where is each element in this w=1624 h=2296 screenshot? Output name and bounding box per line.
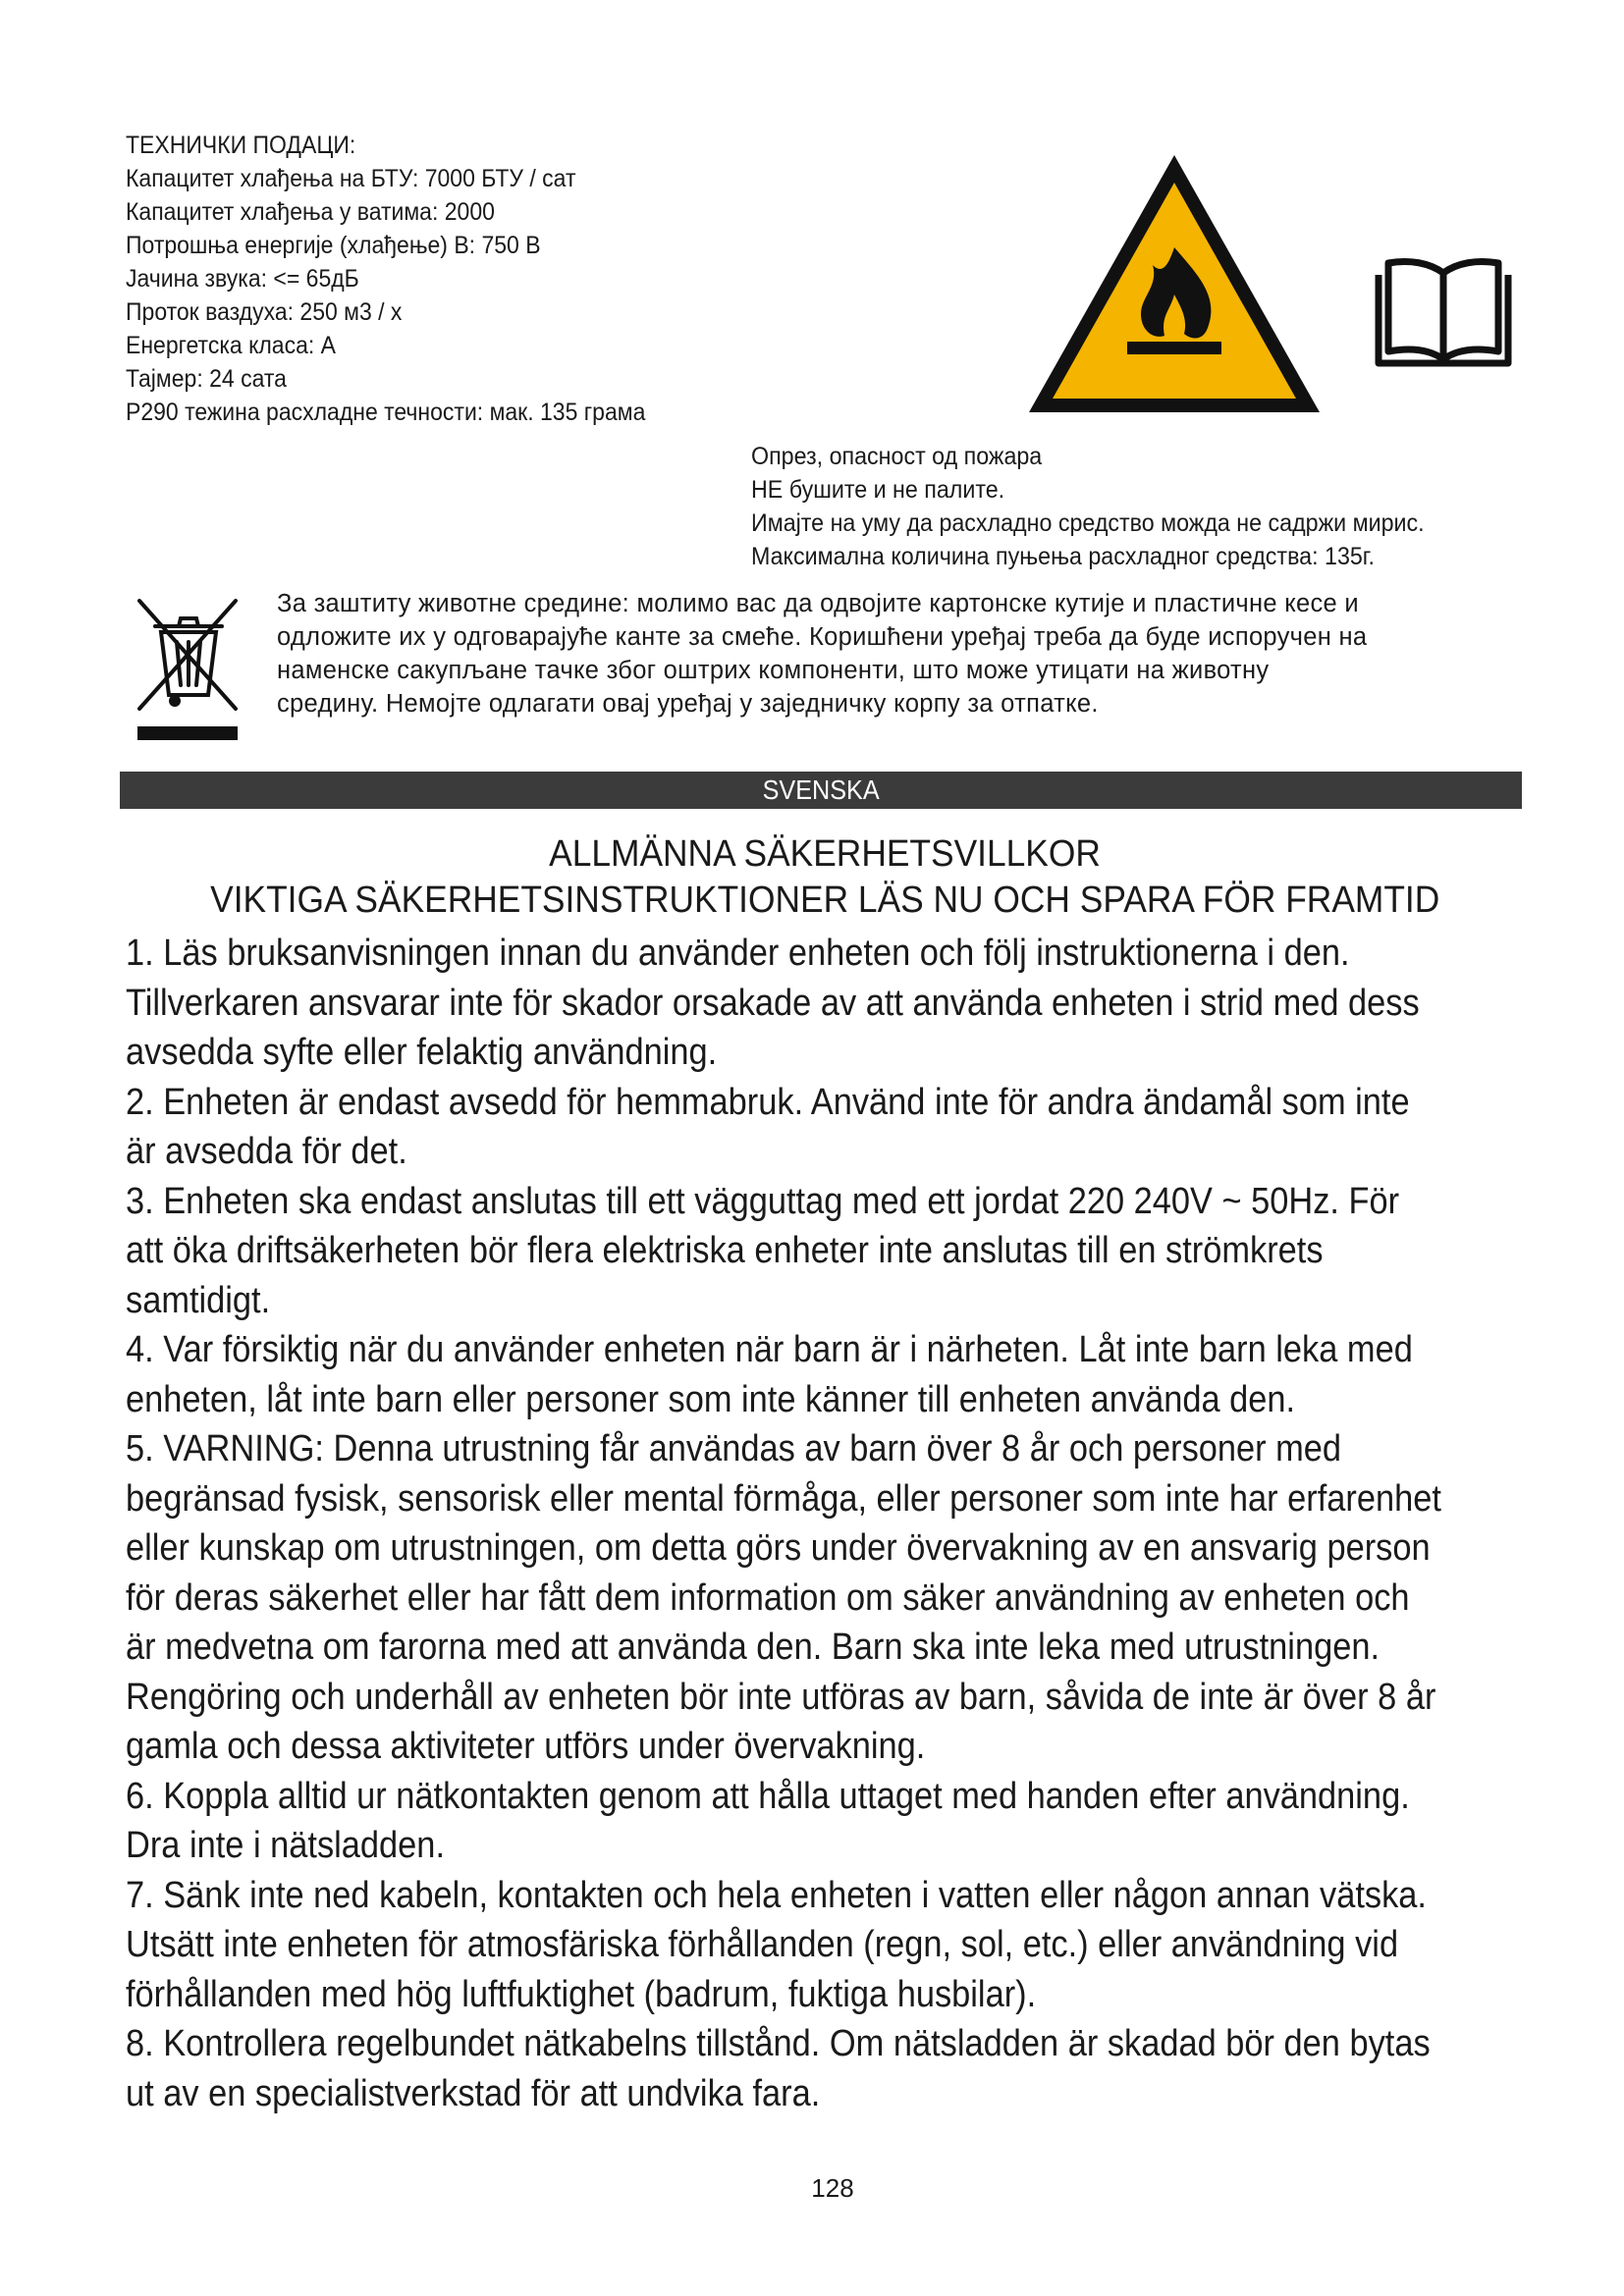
- instruction-line: 2. Enheten är endast avsedd för hemmabruk. Använd inte för andra ändamål som inte: [126, 1081, 1410, 1123]
- read-manual-icon: [1371, 253, 1516, 377]
- instruction-line: förhållanden med hög luftfuktighet (badrum, fuktiga husbilar).: [126, 1973, 1037, 2015]
- instruction-line: begränsad fysisk, sensorisk eller mental förmåga, eller personer som inte har erfarenhet: [126, 1477, 1441, 1520]
- instruction-line: avsedda syfte eller felaktig användning.: [126, 1032, 718, 1073]
- environment-line: средину. Немојте одлагати овај уређај у заједничку корпу за отпатке.: [277, 690, 1099, 718]
- technical-data-line: Капацитет хлађења у ватима: 2000: [126, 198, 495, 226]
- instruction-line: Utsätt inte enheten för atmosfäriska förhållanden (regn, sol, etc.) eller användning vid: [126, 1924, 1399, 1965]
- technical-data-line: Р290 тежина расхладне течности: мак. 135 грама: [126, 399, 646, 426]
- technical-data-line: Тајмер: 24 сата: [126, 365, 287, 393]
- safety-instructions: [126, 929, 1441, 2118]
- environment-notice: [277, 587, 1534, 721]
- instruction-line: 4. Var försiktig när du använder enheten när barn är i närheten. Låt inte barn leka med: [126, 1329, 1413, 1370]
- instruction-line: Rengöring och underhåll av enheten bör inte utföras av barn, såvida de inte är över 8 år: [126, 1676, 1436, 1718]
- instruction-line: för deras säkerhet eller har fått dem information om säker användning av enheten och: [126, 1576, 1410, 1619]
- caution-line: Опрез, опасност од пожара: [751, 443, 1043, 470]
- section-subtitle: [0, 876, 1624, 925]
- flammable-warning-icon: [1023, 149, 1326, 419]
- technical-data-line: Потрошња енергије (хлађење) В: 750 В: [126, 232, 541, 259]
- technical-data-heading: ТЕХНИЧКИ ПОДАЦИ:: [126, 132, 356, 159]
- caution-line: Имајте на уму да расхладно средство можда не садржи мирис.: [751, 509, 1425, 537]
- technical-data-line: Јачина звука: <= 65дБ: [126, 265, 359, 293]
- instruction-line: är medvetna om farorna med att använda den. Barn ska inte leka med utrustningen.: [126, 1627, 1380, 1668]
- fire-caution-notice: [751, 440, 1500, 573]
- caution-line: НЕ бушите и не палите.: [751, 476, 1005, 504]
- instruction-line: 8. Kontrollera regelbundet nätkabelns tillstånd. Om nätsladden är skadad bör den bytas: [126, 2023, 1431, 2064]
- subtitle-text: VIKTIGA SÄKERHETSINSTRUKTIONER LÄS NU OCH SPARA FÖR FRAMTID: [209, 880, 1440, 921]
- caution-line: Максимална количина пуњења расхладног средства: 135г.: [751, 543, 1375, 570]
- language-label: SVENSKA: [762, 774, 880, 805]
- crossed-bin-icon: [132, 597, 244, 744]
- instruction-line: 7. Sänk inte ned kabeln, kontakten och hela enheten i vatten eller någon annan vätska.: [126, 1874, 1427, 1916]
- technical-data: [126, 129, 776, 429]
- instruction-line: 3. Enheten ska endast anslutas till ett vägguttag med ett jordat 220 240V ~ 50Hz. För: [126, 1180, 1400, 1222]
- instruction-line: ut av en specialistverkstad för att undvika fara.: [126, 2072, 821, 2114]
- technical-data-line: Енергетска класа: А: [126, 332, 337, 359]
- language-band: [120, 772, 1522, 809]
- instruction-line: eller kunskap om utrustningen, om detta görs under övervakning av en ansvarig person: [126, 1527, 1431, 1569]
- instruction-line: 6. Koppla alltid ur nätkontakten genom att hålla uttaget med handen efter användning.: [126, 1775, 1410, 1817]
- section-title: [0, 830, 1624, 878]
- environment-line: одложите их у одговарајуће канте за смеће. Коришћени уређај треба да буде испоручен на: [277, 623, 1368, 651]
- technical-data-line: Проток ваздуха: 250 м3 / х: [126, 298, 403, 326]
- instruction-line: Dra inte i nätsladden.: [126, 1825, 445, 1866]
- instruction-line: gamla och dessa aktiviteter utförs under övervakning.: [126, 1726, 926, 1767]
- instruction-line: Tillverkaren ansvarar inte för skador orsakade av att använda enheten i strid med dess: [126, 982, 1420, 1024]
- page-number: 128: [811, 2173, 854, 2203]
- instruction-line: 5. VARNING: Denna utrustning får användas av barn över 8 år och personer med: [126, 1428, 1342, 1469]
- instruction-line: samtidigt.: [126, 1279, 271, 1321]
- technical-data-line: Капацитет хлађења на БТУ: 7000 БТУ / сат: [126, 165, 576, 192]
- instruction-line: 1. Läs bruksanvisningen innan du använder enheten och följ instruktionerna i den.: [126, 933, 1350, 974]
- environment-line: За заштиту животне средине: молимо вас да одвојите картонске кутије и пластичне кесе и: [277, 590, 1359, 617]
- environment-line: наменске сакупљане тачке због оштрих компоненти, што може утицати на животну: [277, 657, 1270, 684]
- instruction-line: enheten, låt inte barn eller personer som inte känner till enheten använda den.: [126, 1378, 1296, 1420]
- title-text: ALLMÄNNA SÄKERHETSVILLKOR: [549, 833, 1101, 875]
- instruction-line: att öka driftsäkerheten bör flera elektriska enheter inte anslutas till en strömkrets: [126, 1230, 1324, 1271]
- instruction-line: är avsedda för det.: [126, 1131, 407, 1172]
